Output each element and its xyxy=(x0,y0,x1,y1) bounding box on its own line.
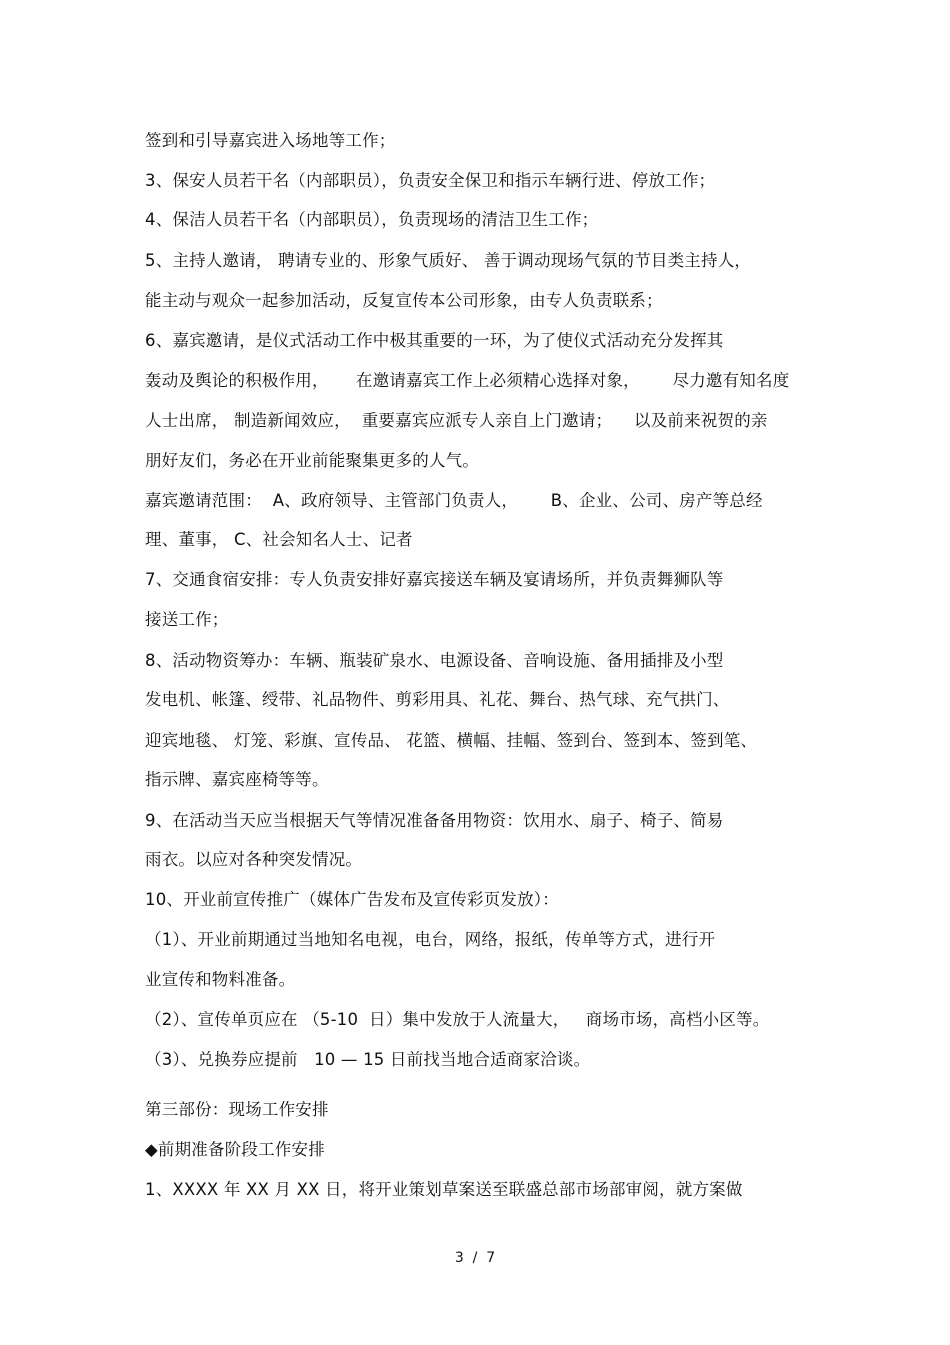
text-line: 9、在活动当天应当根据天气等情况准备备用物资：饮用水、扇子、椅子、简易 xyxy=(145,811,724,830)
text-line: （3）、兑换券应提前 10 — 15 日前找当地合适商家洽谈。 xyxy=(145,1050,591,1069)
text-line: 指示牌、嘉宾座椅等等。 xyxy=(145,770,329,789)
text-line: 8、活动物资筹办：车辆、瓶装矿泉水、电源设备、音响设施、备用插排及小型 xyxy=(145,651,724,670)
text-line: 5、主持人邀请， 聘请专业的、形象气质好、 善于调动现场气氛的节目类主持人， xyxy=(145,251,752,270)
text-line: 业宣传和物料准备。 xyxy=(145,970,296,989)
text-line: 嘉宾邀请范围： A、政府领导、主管部门负责人， B、企业、公司、房产等总经 xyxy=(145,491,763,510)
text-line: （1）、开业前期通过当地知名电视，电台，网络，报纸，传单等方式，进行开 xyxy=(145,930,716,949)
text-line: 发电机、帐篷、绶带、礼品物件、剪彩用具、礼花、舞台、热气球、充气拱门、 xyxy=(145,690,730,709)
text-line: 6、嘉宾邀请，是仪式活动工作中极其重要的一环，为了使仪式活动充分发挥其 xyxy=(145,331,724,350)
text-line: 4、保洁人员若干名（内部职员），负责现场的清洁卫生工作； xyxy=(145,210,599,229)
text-line: （2）、宣传单页应在 （5-10 日）集中发放于人流量大， 商场市场，高档小区等。 xyxy=(145,1010,770,1029)
text-line: 1、XXXX 年 XX 月 XX 日，将开业策划草案送至联盛总部市场部审阅，就方案做 xyxy=(145,1180,743,1199)
text-line: 雨衣。以应对各种突发情况。 xyxy=(145,850,363,869)
text-line: 人士出席， 制造新闻效应， 重要嘉宾应派专人亲自上门邀请； 以及前来祝贺的亲 xyxy=(145,411,768,430)
text-line: 轰动及舆论的积极作用， 在邀请嘉宾工作上必须精心选择对象， 尽力邀有知名度 xyxy=(145,371,790,390)
section-heading: 第三部份：现场工作安排 xyxy=(145,1100,329,1119)
text-line: 签到和引导嘉宾进入场地等工作； xyxy=(145,131,396,150)
text-line: 接送工作； xyxy=(145,610,229,629)
text-line: 能主动与观众一起参加活动，反复宣传本公司形象，由专人负责联系； xyxy=(145,291,663,310)
text-line: 7、交通食宿安排：专人负责安排好嘉宾接送车辆及宴请场所，并负责舞狮队等 xyxy=(145,570,724,589)
text-line: 理、董事， C、社会知名人士、记者 xyxy=(145,530,413,549)
subsection-heading: ◆前期准备阶段工作安排 xyxy=(145,1140,325,1159)
text-line: 迎宾地毯、 灯笼、彩旗、宣传品、 花篮、横幅、挂幅、签到台、签到本、签到笔、 xyxy=(145,731,758,750)
text-line: 朋好友们，务必在开业前能聚集更多的人气。 xyxy=(145,451,479,470)
text-line: 3、保安人员若干名（内部职员），负责安全保卫和指示车辆行进、停放工作； xyxy=(145,171,716,190)
text-line: 10、开业前宣传推广（媒体广告发布及宣传彩页发放）： xyxy=(145,890,559,909)
page-number: 3 / 7 xyxy=(454,1250,496,1266)
